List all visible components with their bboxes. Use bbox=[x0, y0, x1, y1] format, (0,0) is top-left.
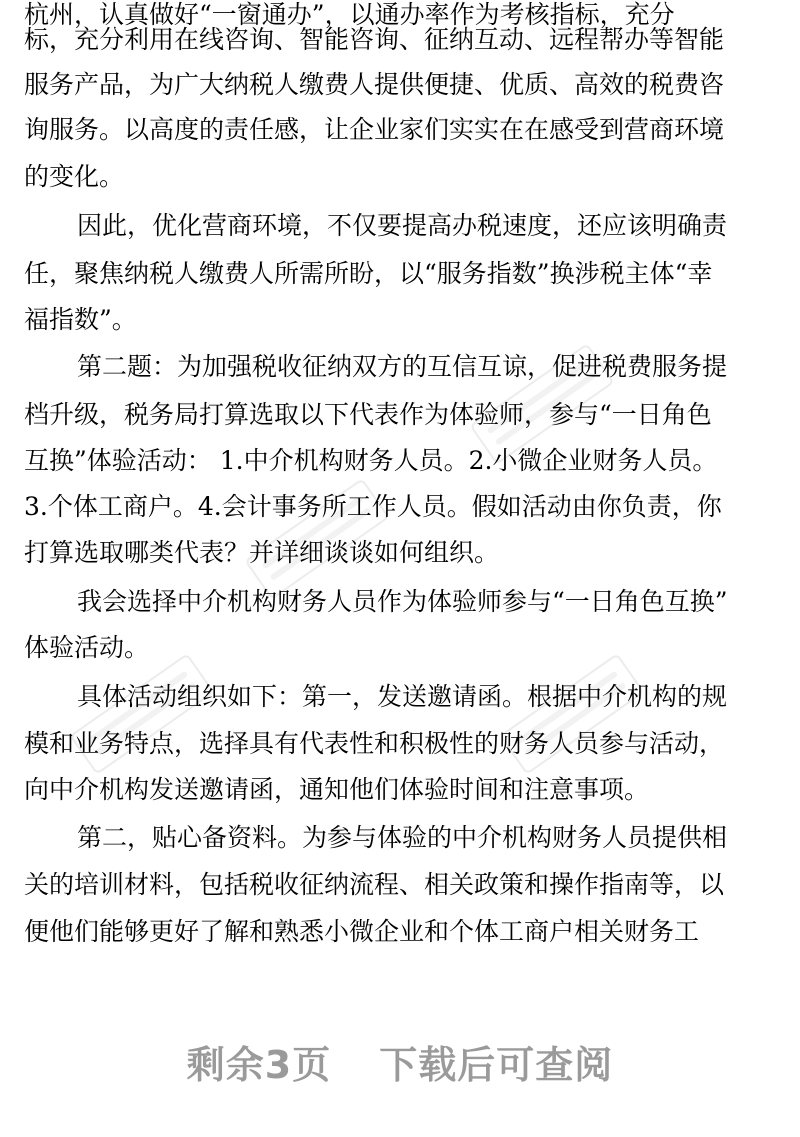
text-line: 杭州，认真做好“一窗通办”，以通办率作为考核指标，充分 bbox=[24, 0, 675, 29]
text-line: 的变化。 bbox=[24, 162, 125, 191]
text-line: 因此，优化营商环境，不仅要提高办税速度，还应该明确责 bbox=[77, 211, 728, 240]
text-line: 我会选择中介机构财务人员作为体验师参与“一日角色互换” bbox=[77, 587, 728, 616]
text-line: 询服务。以高度的责任感，让企业家们实实在在感受到营商环境 bbox=[24, 115, 725, 144]
text-line: 关的培训材料，包括税收征纳流程、相关政策和操作指南等，以 bbox=[24, 870, 725, 899]
text-line: 模和业务特点，选择具有代表性和积极性的财务人员参与活动， bbox=[24, 729, 725, 758]
text-line: 第二，贴心备资料。为参与体验的中介机构财务人员提供相 bbox=[77, 823, 728, 852]
text-line: 打算选取哪类代表？并详细谈谈如何组织。 bbox=[24, 538, 500, 567]
text-line: 标，充分利用在线咨询、智能咨询、征纳互动、远程帮办等智能 bbox=[24, 25, 725, 54]
download-hint-label: 下载后可查阅 bbox=[379, 1043, 614, 1087]
download-prompt-banner[interactable] bbox=[0, 1030, 800, 1100]
text-line: 体验活动。 bbox=[24, 633, 150, 662]
text-line: 任，聚焦纳税人缴费人所需所盼，以“服务指数”换涉税主体“幸 bbox=[24, 259, 713, 288]
text-line: 档升级，税务局打算选取以下代表作为体验师，参与“一日角色 bbox=[24, 400, 712, 429]
text-line: 福指数”。 bbox=[24, 305, 137, 334]
text-line: 3.个体工商户。4.会计事务所工作人员。假如活动由你负责，你 bbox=[24, 492, 722, 521]
text-line: 互换”体验活动： 1.中介机构财务人员。2.小微企业财务人员。 bbox=[24, 446, 718, 475]
text-line: 服务产品，为广大纳税人缴费人提供便捷、优质、高效的税费咨 bbox=[24, 70, 725, 99]
remaining-pages-label: 剩余3页 bbox=[186, 1043, 332, 1087]
text-line: 便他们能够更好了解和熟悉小微企业和个体工商户相关财务工 bbox=[24, 917, 700, 946]
text-line: 第二题：为加强税收征纳双方的互信互谅，促进税费服务提 bbox=[77, 352, 728, 381]
text-line: 向中介机构发送邀请函，通知他们体验时间和注意事项。 bbox=[24, 775, 650, 804]
text-line: 具体活动组织如下：第一，发送邀请函。根据中介机构的规 bbox=[77, 682, 728, 711]
